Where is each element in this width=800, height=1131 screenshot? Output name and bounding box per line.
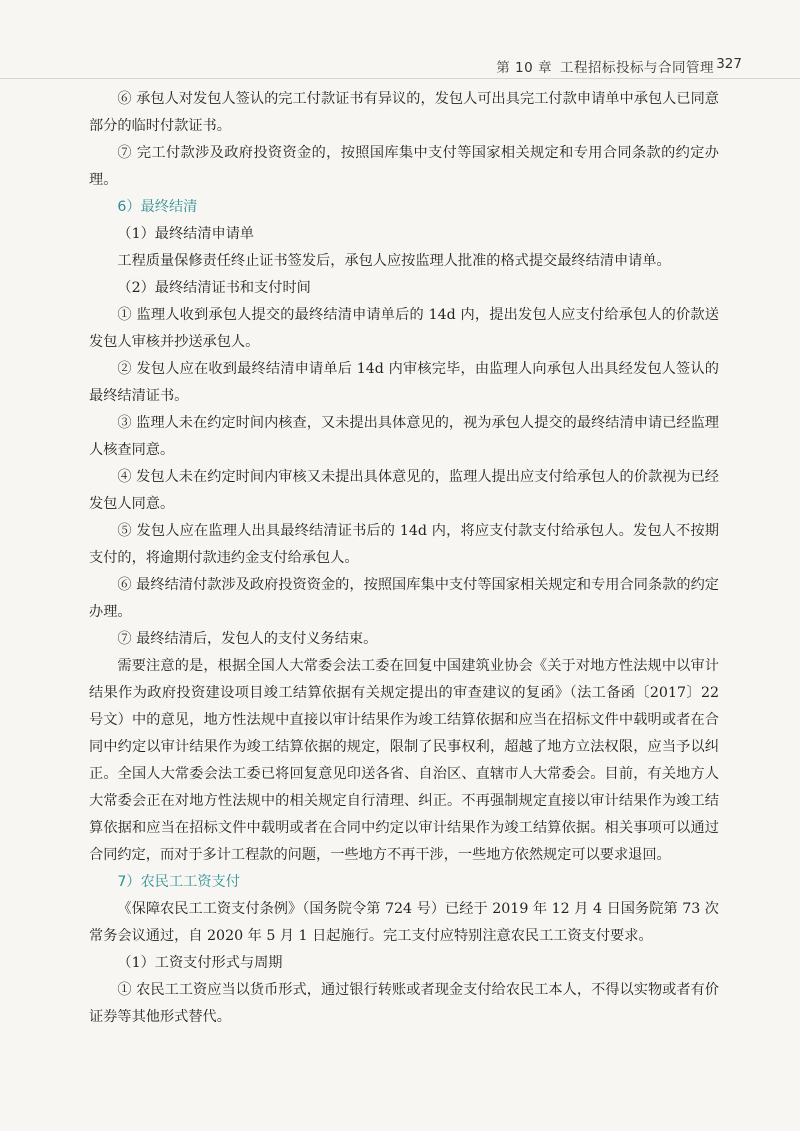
chapter-label: 第 10 章 (496, 60, 552, 76)
subsection-heading: （2）最终结清证书和支付时间 (117, 280, 311, 296)
paragraph: ③ 监理人未在约定时间内核查，又未提出具体意见的，视为承包人提交的最终结清申请已经监理人核查同意。 (89, 415, 719, 458)
paragraph: ① 监理人收到承包人提交的最终结清申请单后的 14d 内，提出发包人应支付给承包人的价款送发包人审核并抄送承包人。 (89, 307, 719, 350)
paragraph: ⑦ 最终结清后，发包人的支付义务结束。 (117, 631, 378, 647)
header-title-group (496, 56, 714, 76)
paragraph: ⑦ 完工付款涉及政府投资资金的，按照国库集中支付等国家相关规定和专用合同条款的约定办理。 (89, 145, 719, 188)
paragraph: 需要注意的是，根据全国人大常委会法工委在回复中国建筑业协会《关于对地方性法规中以审计结果作为政府投资建设项目竣工结算依据有关规定提出的审查建议的复函》（法工备函〔2017〕22 号文）中的意见，地方性法规中直接以审计结果作为竣工结算依据和应当在招标文件中载明或者在合同中约定以审计结果作为竣工结算依据的规定，限制了民事权利，超越了地方立法权限，应当予以纠正。全国人大常委会法工委已将回复意见印送各省、自治区、直辖市人大常委会。目前，有关地方人大常委会正在对地方性法规中的相关规定自行清理、纠正。不再强制规定直接以审计结果作为竣工结算依据和应当在招标文件中载明或者在合同中约定以审计结果作为竣工结算依据。相关事项可以通过合同约定，而对于多计工程款的问题，一些地方不再干涉，一些地方依然规定可以要求退回。 (89, 658, 719, 863)
page-number: 327 (716, 56, 742, 72)
chapter-title: 工程招标投标与合同管理 (560, 60, 714, 76)
paragraph: ⑤ 发包人应在监理人出具最终结清证书后的 14d 内，将应支付款支付给承包人。发包人不按期支付的，将逾期付款违约金支付给承包人。 (89, 523, 719, 566)
paragraph: ④ 发包人未在约定时间内审核又未提出具体意见的，监理人提出应支付给承包人的价款视为已经发包人同意。 (89, 469, 719, 512)
paragraph: ⑥ 承包人对发包人签认的完工付款证书有异议的，发包人可出具完工付款申请单中承包人已同意部分的临时付款证书。 (89, 91, 719, 134)
paragraph: ② 发包人应在收到最终结清申请单后 14d 内审核完毕，由监理人向承包人出具经发包人签认的最终结清证书。 (89, 361, 719, 404)
running-header (0, 44, 800, 79)
paragraph: ① 农民工工资应当以货币形式，通过银行转账或者现金支付给农民工本人，不得以实物或者有价证券等其他形式替代。 (89, 982, 719, 1025)
page-body (89, 86, 719, 1031)
subsection-heading: （1）工资支付形式与周期 (117, 955, 283, 971)
paragraph: 《保障农民工工资支付条例》（国务院令第 724 号）已经于 2019 年 12 月 4 日国务院第 73 次常务会议通过，自 2020 年 5 月 1 日起施行。完工支付应特别注意农民工工资支付要求。 (89, 901, 719, 944)
section-heading: 7）农民工工资支付 (117, 874, 240, 890)
paragraph: ⑥ 最终结清付款涉及政府投资资金的，按照国库集中支付等国家相关规定和专用合同条款的约定办理。 (89, 577, 719, 620)
subsection-heading: （1）最终结清申请单 (117, 226, 255, 242)
paragraph: 工程质量保修责任终止证书签发后，承包人应按监理人批准的格式提交最终结清申请单。 (117, 253, 671, 269)
section-heading: 6）最终结清 (117, 199, 198, 215)
